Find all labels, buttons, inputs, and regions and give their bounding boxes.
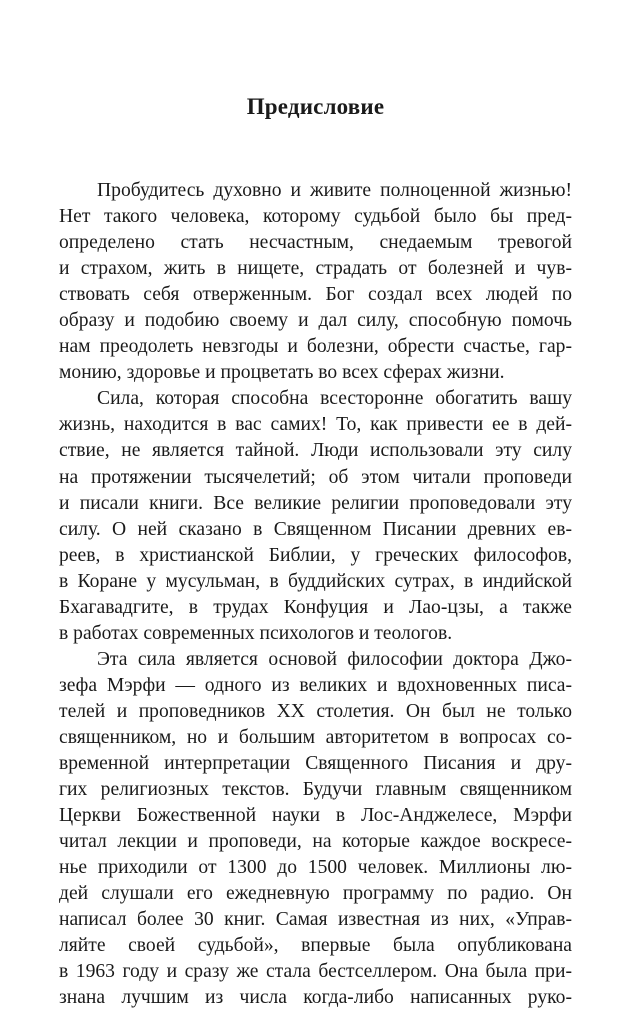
text-line: образу и подобию своему и дал силу, способную помочь: [59, 310, 572, 332]
text-line: силу. О ней сказано в Священном Писании древних ев-: [59, 518, 572, 540]
text-line: жизнь, находится в вас самих! То, как привести ее в дей-: [59, 414, 572, 436]
paragraph-first-line: Сила, которая способна всесторонне обогатить вашу: [97, 388, 572, 410]
text-line: Бхагавадгите, в трудах Конфуция и Лао-цзы, а также: [59, 596, 572, 618]
text-line: в 1963 году и сразу же стала бестселлером. Она была при-: [59, 961, 572, 983]
text-line: в работах современных психологов и теологов.: [59, 622, 453, 644]
body-text: [59, 178, 572, 1012]
text-line: в Коране у мусульман, в буддийских сутрах, в индийской: [59, 570, 572, 592]
text-line: ляйте своей судьбой», впервые была опубликована: [59, 935, 572, 957]
text-line: Церкви Божественной науки в Лос-Анджелесе, Мэрфи: [59, 805, 572, 827]
text-line: нам преодолеть невзгоды и болезни, обрести счастье, гар-: [59, 336, 572, 358]
text-line: знана лучшим из числа когда-либо написанных руко-: [59, 987, 572, 1009]
text-line: монию, здоровье и процветать во всех сферах жизни.: [59, 362, 505, 384]
text-line: читал лекции и проповеди, на которые каждое воскресе-: [59, 831, 572, 853]
text-line: нье приходили от 1300 до 1500 человек. Миллионы лю-: [59, 857, 572, 879]
text-line: ствовать себя отверженным. Бог создал всех людей по: [59, 284, 572, 306]
text-line: написал более 30 книг. Самая известная из них, «Управ-: [59, 909, 572, 931]
text-line: и страхом, жить в нищете, страдать от болезней и чув-: [59, 258, 572, 280]
paragraph-first-line: Эта сила является основой философии доктора Джо-: [97, 648, 572, 670]
text-line: телей и проповедников XX столетия. Он был не только: [59, 700, 572, 722]
text-line: ствие, не является тайной. Люди использовали эту силу: [59, 440, 572, 462]
text-line: гих религиозных текстов. Будучи главным священником: [59, 779, 572, 801]
paragraph-first-line: Пробудитесь духовно и живите полноценной жизнью!: [97, 180, 572, 201]
text-line: и писали книги. Все великие религии проповедовали эту: [59, 492, 572, 514]
text-line: реев, в христианской Библии, у греческих философов,: [59, 544, 572, 566]
text-line: определено стать несчастным, снедаемым тревогой: [59, 232, 572, 254]
text-line: дей слушали его ежедневную программу по радио. Он: [59, 883, 572, 905]
page-title: Предисловие: [246, 94, 385, 119]
text-line: зефа Мэрфи — одного из великих и вдохновенных писа-: [59, 674, 572, 696]
text-line: священником, но и большим авторитетом в вопросах со-: [59, 726, 572, 748]
text-line: временной интерпретации Священного Писания и дру-: [59, 753, 572, 775]
text-line: Нет такого человека, которому судьбой было бы пред-: [59, 206, 572, 228]
text-line: на протяжении тысячелетий; об этом читали проповеди: [59, 466, 572, 488]
